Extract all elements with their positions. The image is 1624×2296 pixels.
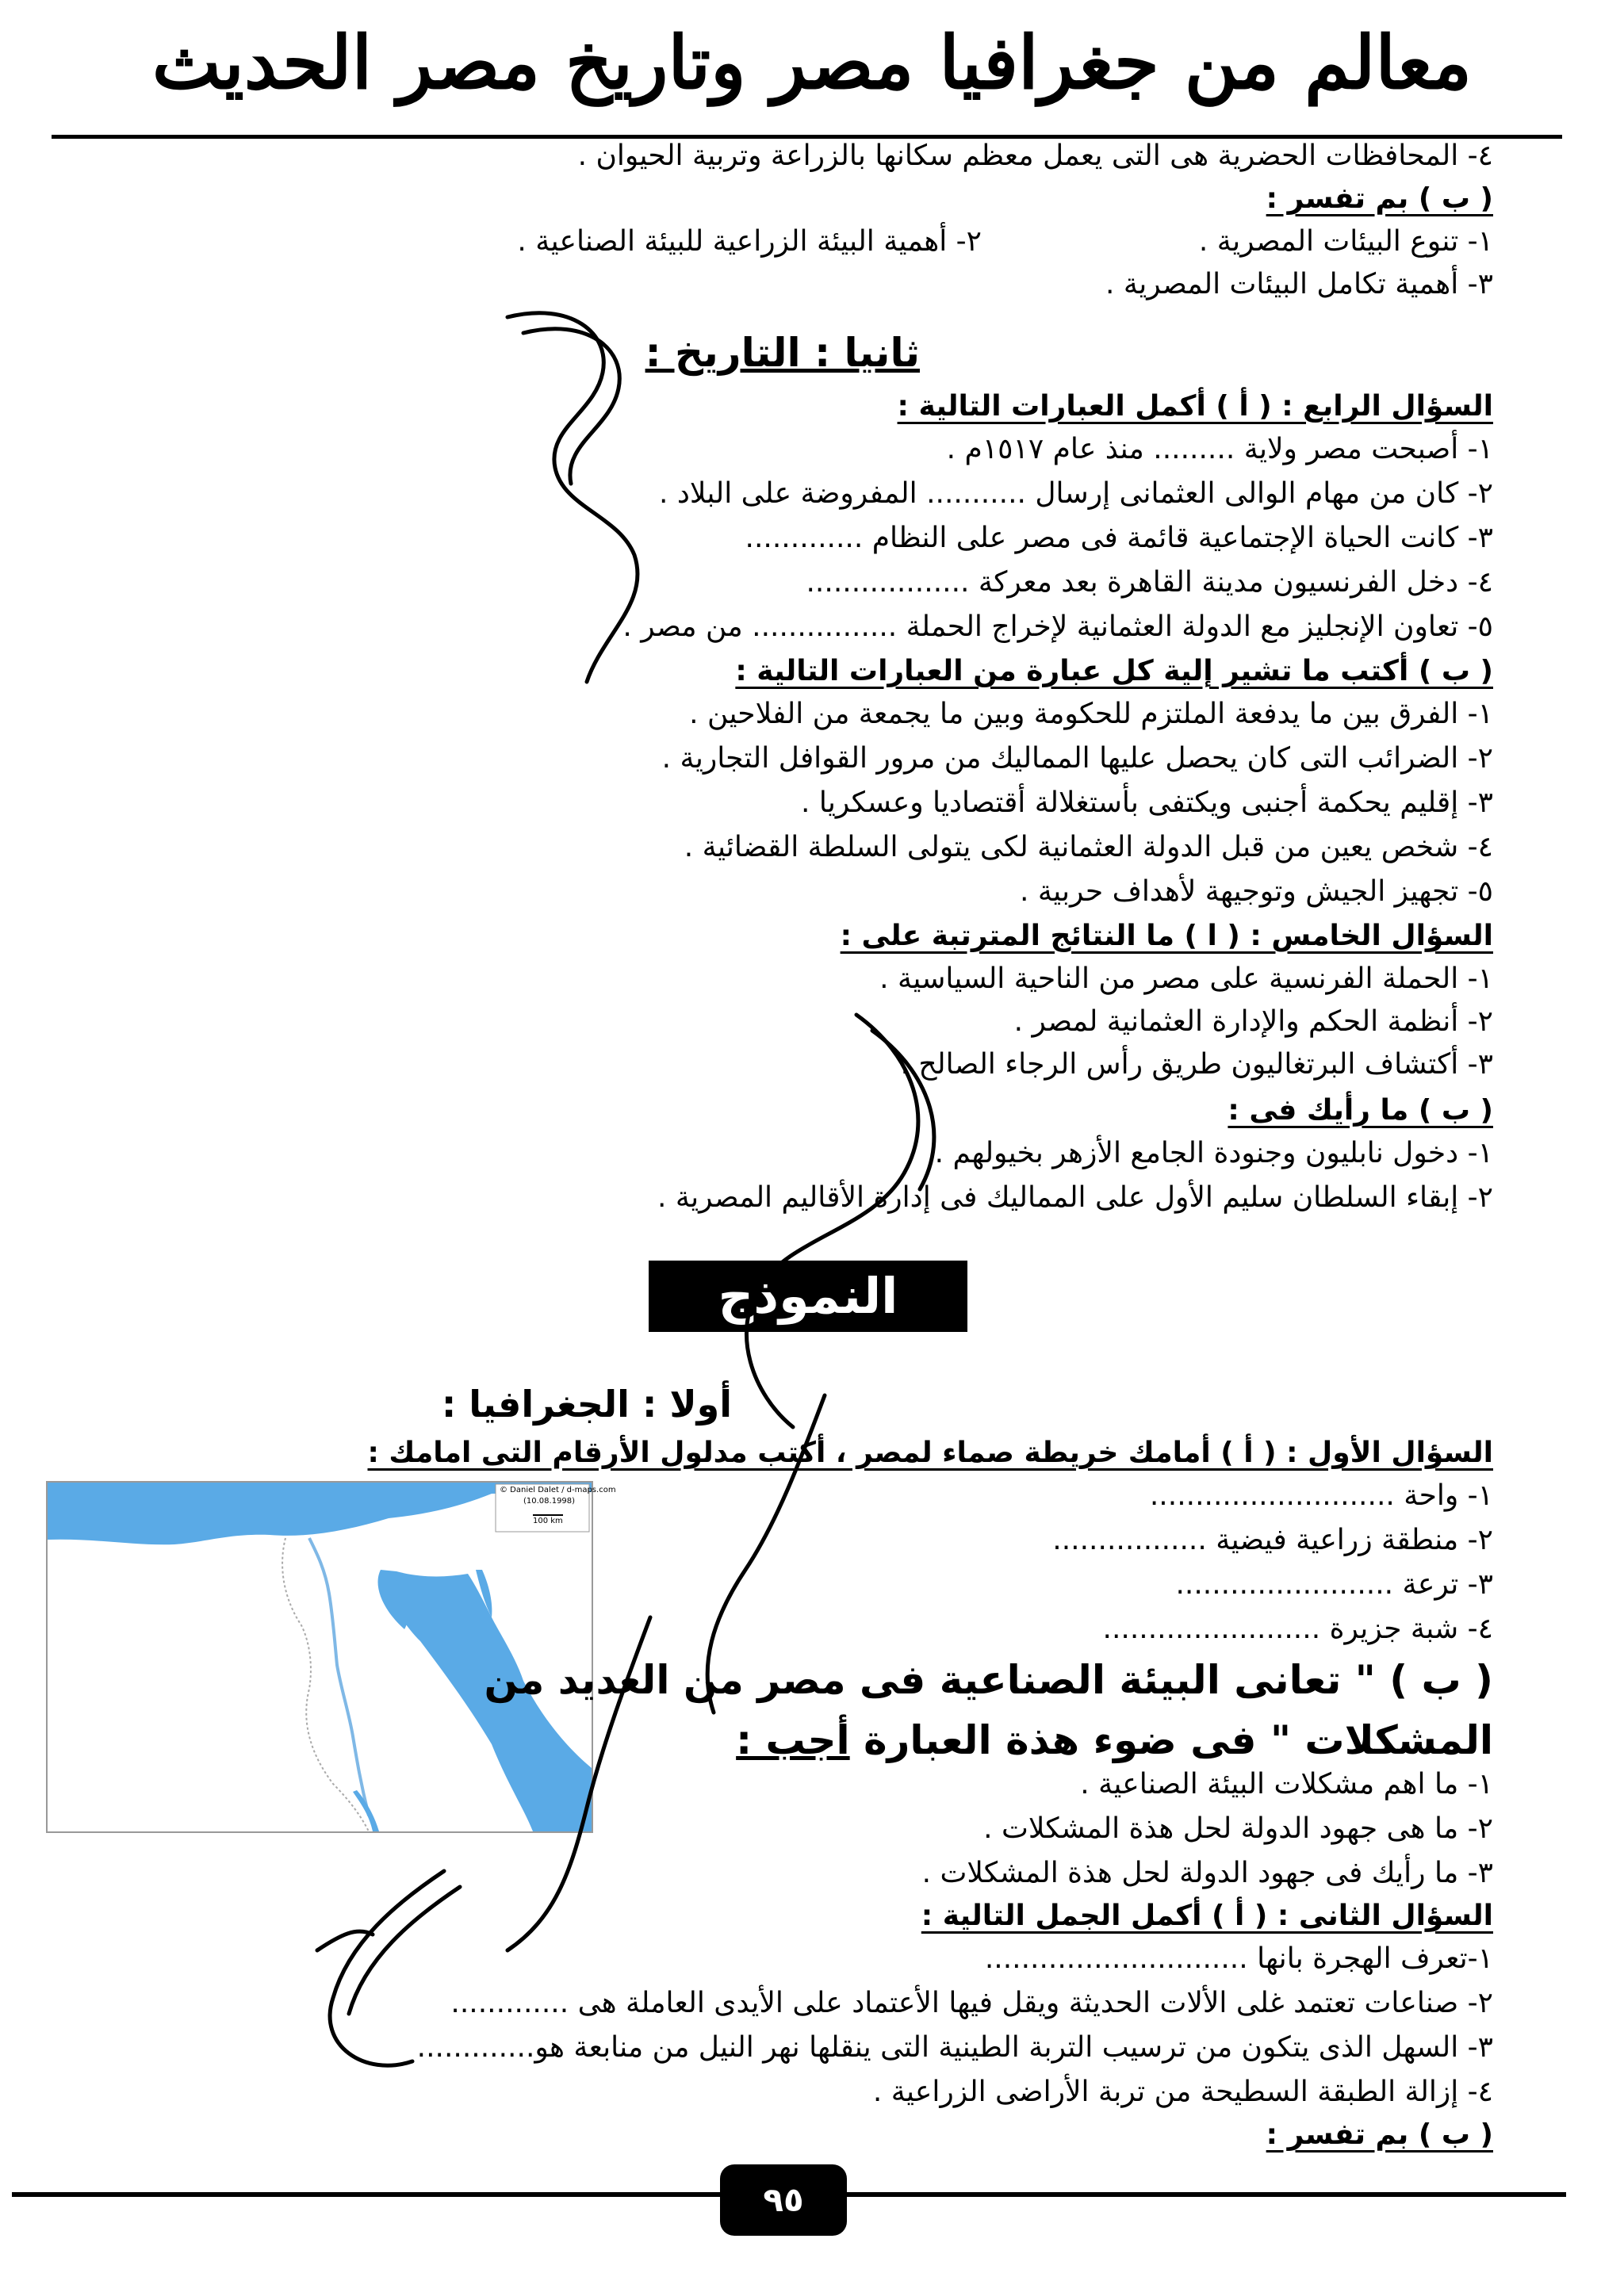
- q5a-item-2: ٢- أنظمة الحكم والإدارة العثمانية لمصر .: [1013, 1005, 1493, 1038]
- watermark-stroke-1: [508, 313, 638, 682]
- watermark-stroke-9: [317, 1931, 373, 1950]
- q1a-item-4: ٤- شبة جزيرة ........................: [1102, 1613, 1493, 1645]
- q5b-heading: ( ب ) ما رأيك فى :: [1228, 1094, 1493, 1127]
- map-scale-label: 100 km: [533, 1514, 563, 1525]
- q1-heading: السؤال الأول : ( أ ) أمامك خريطة صماء لمصر ، أكتب مدلول الأرقام التى امامك :: [367, 1437, 1493, 1469]
- q1b-prompt-line2: [736, 1712, 1493, 1768]
- model-banner: النموذج السابع: [649, 1261, 967, 1332]
- q1b-prompt-text: المشكلات " فى ضوء هذة العبارة: [864, 1717, 1493, 1763]
- geo-explain-2: ٢- أهمية البيئة الزراعية للبيئة الصناعية .: [517, 225, 982, 258]
- q2a-item-3: ٣- السهل الذى يتكون من ترسيب التربة الطينية التى ينقلها نهر النيل من منابعة هو.............: [416, 2031, 1493, 2064]
- q2a-item-4: ٤- إزالة الطبقة السطيحة من تربة الأراضى الزراعية .: [872, 2076, 1493, 2108]
- q4b-item-4: ٤- شخص يعين من قبل الدولة العثمانية لكى يتولى السلطة القضائية .: [684, 831, 1493, 863]
- q5a-item-1: ١- الحملة الفرنسية على مصر من الناحية السياسية .: [879, 962, 1493, 995]
- q5b-item-1: ١- دخول نابليون وجنودة الجامع الأزهر بخيولهم .: [934, 1137, 1493, 1169]
- q4a-item-2: ٢- كان من مهام الوالى العثمانى إرسال ........... المفروضة على البلاد .: [659, 477, 1493, 510]
- q2-heading: السؤال الثانى : ( أ ) أكمل الجمل التالية :: [921, 1900, 1493, 1932]
- q4a-item-1: ١- أصبحت مصر ولاية ......... منذ عام ١٥١٧م .: [946, 433, 1493, 465]
- q4-heading: السؤال الرابع : ( أ ) أكمل العبارات التالية :: [897, 390, 1493, 423]
- q1b-prompt-line1: ( ب ) " تعانى البيئة الصناعية فى مصر من العديد من: [484, 1657, 1493, 1703]
- q4a-item-4: ٤- دخل الفرنسيون مدينة القاهرة بعد معركة ..................: [806, 566, 1493, 599]
- geo-explain-heading: ( ب ) بم تفسر :: [1266, 182, 1493, 215]
- map-credit-1: © Daniel Dalet / d-maps.com: [500, 1486, 616, 1494]
- q1a-item-1: ١- واحة ...........................: [1149, 1479, 1493, 1512]
- q4b-item-1: ١- الفرق بين ما يدفعة الملتزم للحكومة وبين ما يجمعة من الفلاحين .: [689, 698, 1493, 730]
- geo-explain-1: ١- تنوع البيئات المصرية .: [1198, 225, 1493, 258]
- q1b-item-2: ٢- ما هى جهود الدولة لحل هذة المشكلات .: [983, 1812, 1493, 1845]
- q2a-item-1: ١-تعرف الهجرة بانها .............................: [984, 1942, 1493, 1975]
- watermark-stroke-8: [349, 1887, 460, 2014]
- q1b-item-1: ١- ما اهم مشكلات البيئة الصناعية .: [1080, 1768, 1493, 1800]
- q4b-heading: ( ب ) أكتب ما تشير إلية كل عبارة من العبارات التالية :: [735, 655, 1493, 687]
- q5b-item-2: ٢- إبقاء السلطان سليم الأول على المماليك فى إدارة الأقاليم المصرية .: [657, 1181, 1493, 1214]
- q2b-heading: ( ب ) بم تفسر :: [1266, 2118, 1493, 2151]
- history-section-heading: ثانيا : التاريخ :: [645, 330, 920, 376]
- q4b-item-3: ٣- إقليم يحكمة أجنبى ويكتفى بأستغلالة أقتصاديا وعسكريا .: [800, 786, 1493, 819]
- geo-explain-3: ٣- أهمية تكامل البيئات المصرية .: [1105, 268, 1493, 300]
- page-number: ٩٥: [720, 2164, 847, 2236]
- q5-heading: السؤال الخامس : ( ا ) ما النتائج المترتبة على :: [840, 920, 1493, 952]
- q1a-item-3: ٣- ترعة ........................: [1175, 1568, 1493, 1601]
- q4a-item-3: ٣- كانت الحياة الإجتماعية قائمة فى مصر على النظام .............: [745, 522, 1493, 554]
- q4a-item-5: ٥- تعاون الإنجليز مع الدولة العثمانية لإخراج الحملة ................ من مصر .: [622, 610, 1493, 643]
- geo-statement-4: ٤- المحافظات الحضرية هى التى يعمل معظم سكانها بالزراعة وتربية الحيوان .: [577, 140, 1493, 172]
- geo-section-heading: أولا : الجغرافيا :: [441, 1383, 732, 1425]
- map-credit-2: (10.08.1998): [523, 1497, 576, 1506]
- q1a-item-2: ٢- منطقة زراعية فيضية .................: [1052, 1524, 1493, 1556]
- q1b-item-3: ٣- ما رأيك فى جهود الدولة لحل هذة المشكلات .: [921, 1857, 1493, 1889]
- q5a-item-3: ٣- أكتشاف البرتغاليون طريق رأس الرجاء الصالح .: [900, 1048, 1493, 1081]
- q4b-item-2: ٢- الضرائب التى كان يحصل عليها المماليك من مرور القوافل التجارية .: [661, 742, 1493, 775]
- page-title: معالم من جغرافيا مصر وتاريخ مصر الحديث: [151, 20, 1473, 105]
- watermark-stroke-2: [523, 329, 619, 484]
- q4b-item-5: ٥- تجهيز الجيش وتوجيهة لأهداف حربية .: [1019, 875, 1493, 908]
- q1b-answer-label: أجب :: [736, 1717, 850, 1763]
- q2a-item-2: ٢- صناعات تعتمد غلى الألات الحديثة ويقل فيها الأعتماد على الأيدى العاملة هى .............: [450, 1987, 1493, 2019]
- nile-river: [309, 1538, 369, 1816]
